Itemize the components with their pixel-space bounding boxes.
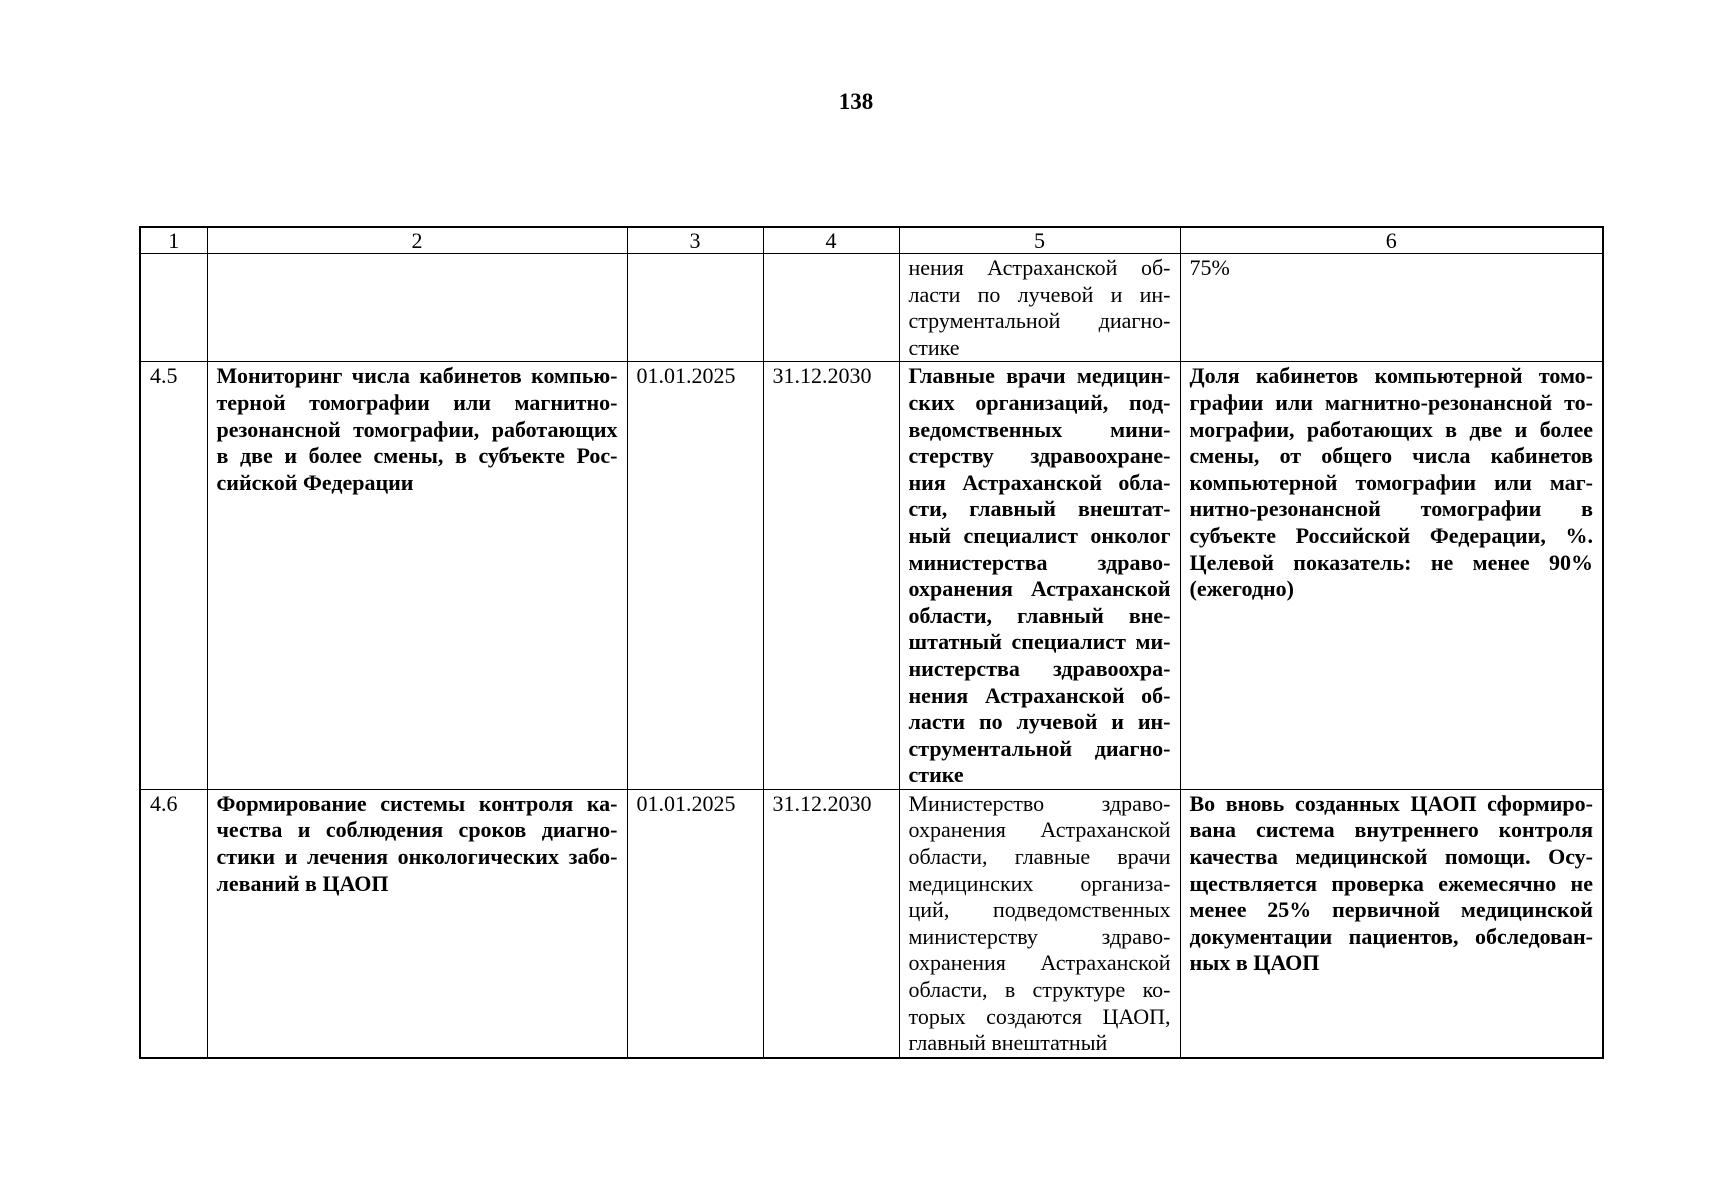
column-header: 1 — [140, 227, 207, 254]
start-date-cell: 01.01.2025 — [627, 362, 763, 790]
page-number: 138 — [838, 89, 874, 114]
column-header: 4 — [763, 227, 899, 254]
column-header: 6 — [1180, 227, 1603, 254]
responsible-cell: Министерство здраво- охранения Астраханской области, главные врачи медицинских организа- ций, подведомственных министерству здраво- охранения Астраханской области, в структуре ко- торых создаются ЦАОП, главный внештатный — [899, 789, 1180, 1057]
activity-cell — [207, 254, 627, 362]
activity-cell: Мониторинг числа кабинетов компью- терной томографии или магнитно- резонансной томографии, работающих в две и более смены, в субъекте Рос- сийской Федерации — [207, 362, 627, 790]
end-date-cell: 31.12.2030 — [763, 362, 899, 790]
table-row — [140, 789, 1603, 1057]
responsible-cell: Главные врачи медицин- ских организаций, под- ведомственных мини- стерству здравоохране- ния Астраханской обла- сти, главный внештат- ный специалист онколог министерства здраво- охранения Астраханской области, главный вне- штатный специалист ми- нистерства здравоохра- нения Астраханской об- ласти по лучевой и ин- струментальной диагно- стике — [899, 362, 1180, 790]
column-header: 5 — [899, 227, 1180, 254]
table-row — [140, 362, 1603, 790]
column-header-row — [140, 227, 1603, 254]
start-date-cell: 01.01.2025 — [627, 789, 763, 1057]
measures-table — [139, 226, 1604, 1059]
result-cell: Во вновь созданных ЦАОП сформиро- вана система внутреннего контроля качества медицинской помощи. Осу- ществляется проверка ежемесячно не менее 25% первичной медицинской документации пациентов, обследован- ных в ЦАОП — [1180, 789, 1603, 1057]
end-date-cell: 31.12.2030 — [763, 789, 899, 1057]
result-cell: Доля кабинетов компьютерной томо- графии или магнитно-резонансной то- мографии, работающих в две и более смены, от общего числа кабинетов компьютерной томографии или маг- нитно-резонансной томографии в субъекте Российской Федерации, %. Целевой показатель: не менее 90% (ежегодно) — [1180, 362, 1603, 790]
column-header: 3 — [627, 227, 763, 254]
activity-cell: Формирование системы контроля ка- чества и соблюдения сроков диагно- стики и лечения онкологических забо- леваний в ЦАОП — [207, 789, 627, 1057]
row-number: 4.5 — [140, 362, 207, 790]
result-cell: 75% — [1180, 254, 1603, 362]
row-number: 4.6 — [140, 789, 207, 1057]
start-date-cell — [627, 254, 763, 362]
end-date-cell — [763, 254, 899, 362]
responsible-cell: нения Астраханской об- ласти по лучевой и ин- струментальной диагно- стике — [899, 254, 1180, 362]
table-row — [140, 254, 1603, 362]
row-number — [140, 254, 207, 362]
column-header: 2 — [207, 227, 627, 254]
